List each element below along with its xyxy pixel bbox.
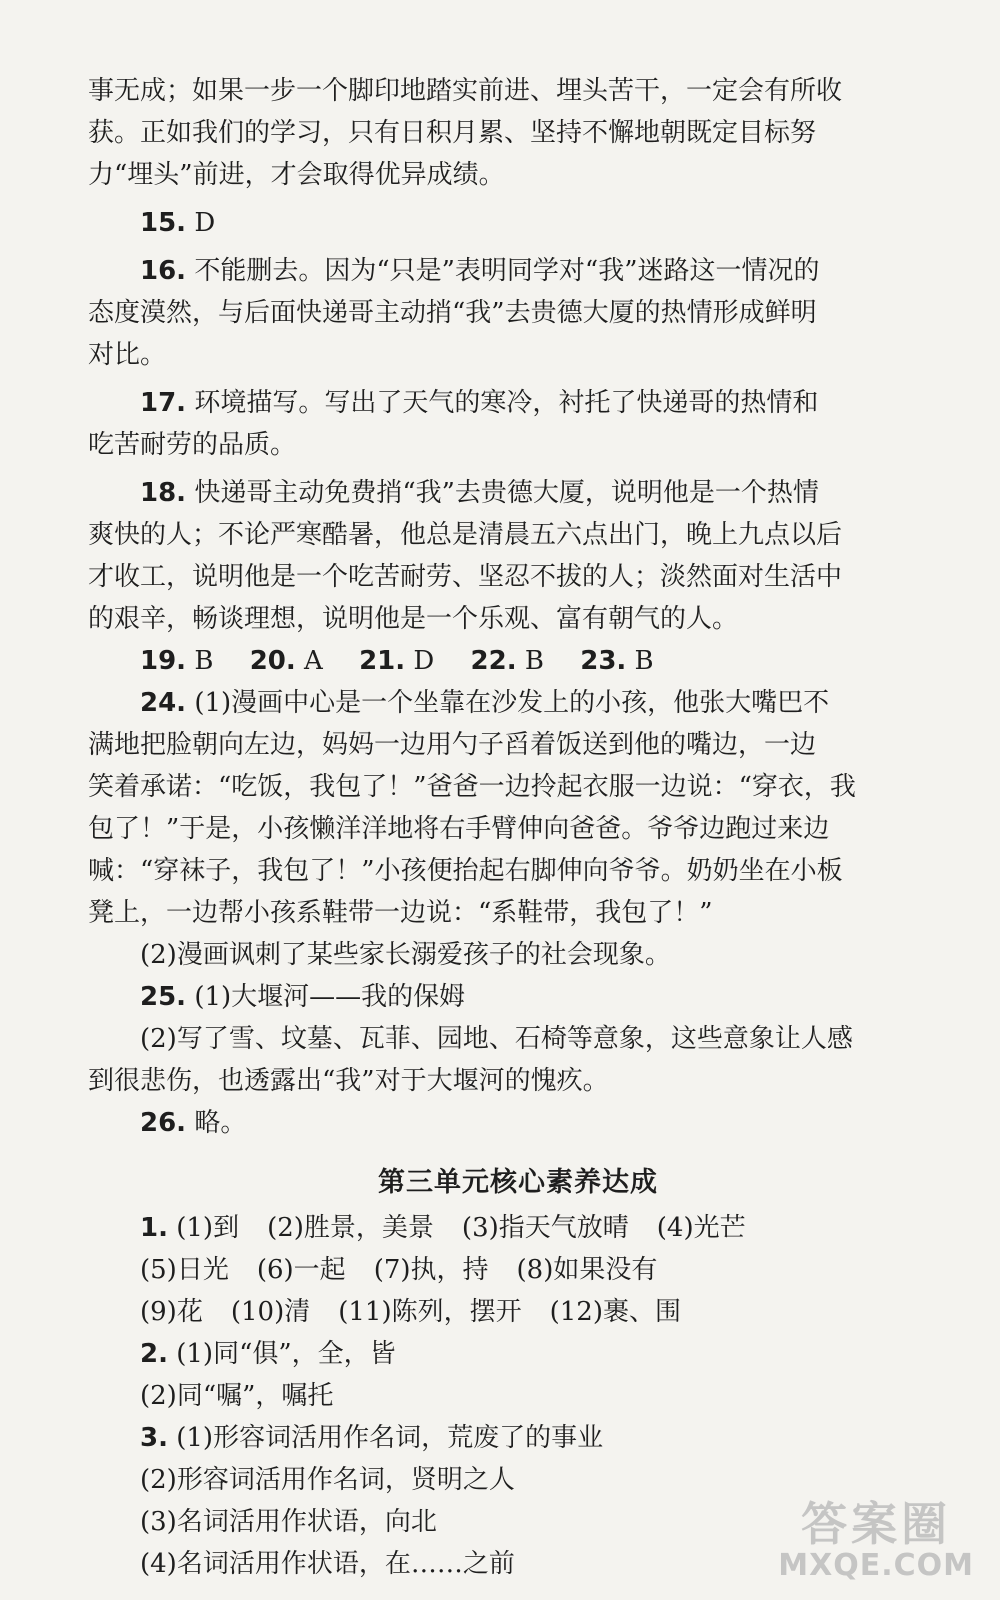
answer-25-part-2: (2)写了雪、坟墓、瓦菲、园地、石椅等意象，这些意象让人感 到很悲伤，也透露出“我”对于大堰河的愧疚。 [88,1024,853,1096]
answer-page [88,70,948,1585]
section-answer-3-part-2: (2)形容词活用作名词，贤明之人 [140,1465,515,1495]
answers-19-23: 19. B 20. A 21. D 22. B 23. B [140,646,654,676]
question-number: 17. [140,388,187,418]
answer-26: 26. 略。 [140,1108,247,1138]
section-answer-1: 1. (1)到 (2)胜景，美景 (3)指天气放晴 (4)光芒 [140,1213,746,1243]
paragraph-continuation: 事无成；如果一步一个脚印地踏实前进、埋头苦干，一定会有所收 获。正如我们的学习，只有日积月累、坚持不懈地朝既定目标努 力“埋头”前进，才会取得优异成绩。 [88,76,843,190]
watermark-domain: MXQE.COM [778,1548,974,1583]
section-answer-1-row-2: (5)日光 (6)一起 (7)执，持 (8)如果没有 [140,1255,658,1285]
question-number: 25. [140,982,187,1012]
answer-16: 16. 不能删去。因为“只是”表明同学对“我”迷路这一情况的 态度漠然，与后面快递哥主动捎“我”去贵德大厦的热情形成鲜明 对比。 [88,256,820,370]
section-answer-3-part-4: (4)名词活用作状语，在……之前 [140,1549,515,1579]
section-answer-2-part-2: (2)同“嘱”，嘱托 [140,1381,334,1411]
answer-15: 15. D [140,208,216,238]
answer-17: 17. 环境描写。写出了天气的寒冷，衬托了快递哥的热情和 吃苦耐劳的品质。 [88,388,819,460]
answer-24: 24. (1)漫画中心是一个坐靠在沙发上的小孩，他张大嘴巴不 满地把脸朝向左边，妈妈一边用勺子舀着饭送到他的嘴边，一边 笑着承诺：“吃饭，我包了！”爸爸一边拎起衣服一边说：“穿衣，我 包了！”于是，小孩懒洋洋地将右手臂伸向爸爸。爷爷边跑过来边 喊：“穿袜子，我包了！”小孩便抬起右脚伸向爷爷。奶奶坐在小板 凳上，一边帮小孩系鞋带一边说：“系鞋带，我包了！” [88,688,856,928]
question-number: 3. [140,1423,168,1453]
watermark-logo-text: 答案圈 [801,1497,952,1551]
question-number: 18. [140,478,187,508]
question-number: 16. [140,256,187,286]
section-answer-3-part-3: (3)名词活用作状语，向北 [140,1507,437,1537]
question-number: 24. [140,688,187,718]
answer-18: 18. 快递哥主动免费捎“我”去贵德大厦，说明他是一个热情 爽快的人；不论严寒酷暑，他总是清晨五六点出门，晚上九点以后 才收工，说明他是一个吃苦耐劳、坚忍不拔的人；淡然面对生活中 的艰辛，畅谈理想，说明他是一个乐观、富有朝气的人。 [88,478,843,634]
answer-25: 25. (1)大堰河——我的保姆 [140,982,466,1012]
section-answer-2: 2. (1)同“俱”，全，皆 [140,1339,396,1369]
section-answer-1-row-3: (9)花 (10)清 (11)陈列，摆开 (12)裹、围 [140,1297,681,1327]
site-watermark [778,1498,974,1582]
question-number: 2. [140,1339,168,1369]
question-number: 1. [140,1213,168,1243]
answer-24-part-2: (2)漫画讽刺了某些家长溺爱孩子的社会现象。 [140,940,671,970]
question-number: 26. [140,1108,187,1138]
section-title: 第三单元核心素养达成 [378,1167,658,1198]
section-answer-3: 3. (1)形容词活用作名词，荒废了的事业 [140,1423,604,1453]
question-number: 15. [140,208,187,238]
